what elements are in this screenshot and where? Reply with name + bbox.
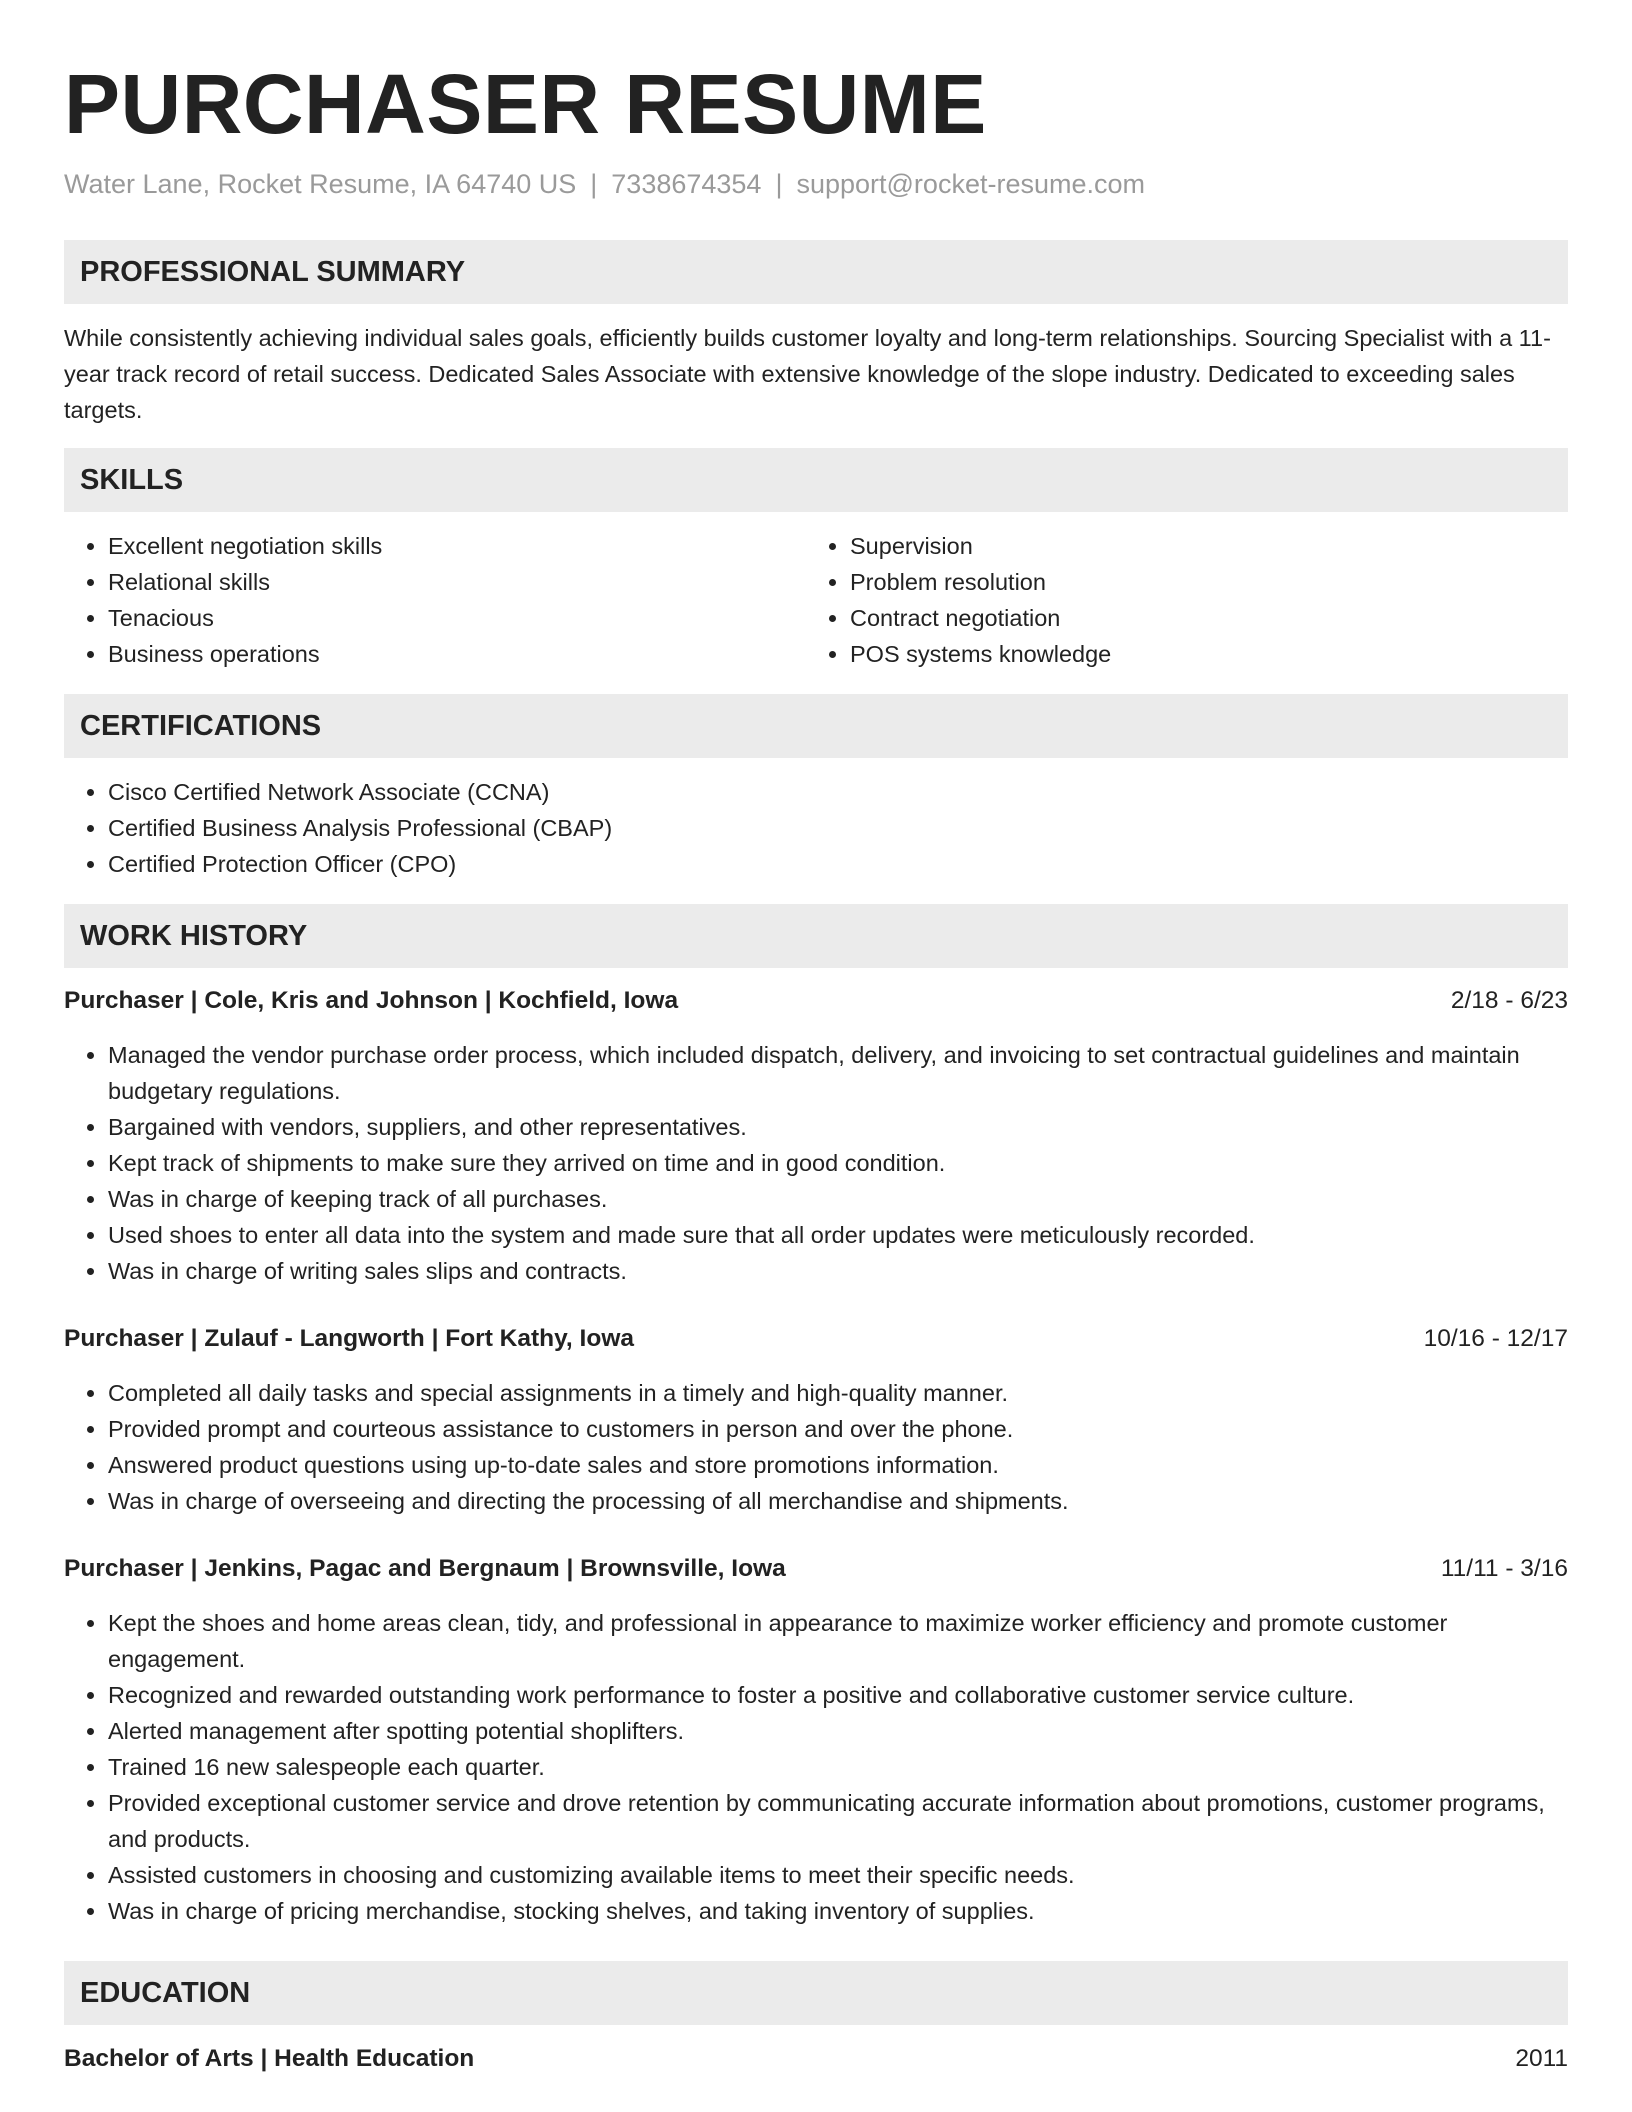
skill-item: • Tenacious — [108, 600, 806, 636]
section-header-work-history: WORK HISTORY — [64, 904, 1568, 968]
skills-grid — [64, 528, 1568, 672]
job-bullet: • Kept track of shipments to make sure they arrived on time and in good condition. — [108, 1145, 1568, 1181]
job-bullet: • Was in charge of keeping track of all purchases. — [108, 1181, 1568, 1217]
summary-text: While consistently achieving individual sales goals, efficiently builds customer loyalty and long-term relationships. Sourcing Specialist with a 11-year track record of retail success. Dedicated Sales Associate with extensive knowledge of the slope industry. Dedicated to exceeding sales targets. — [64, 325, 1551, 423]
job-bullet: • Answered product questions using up-to-date sales and store promotions information. — [108, 1447, 1568, 1483]
job-dates: 11/11 - 3/16 — [1440, 1555, 1568, 1582]
job-bullet: • Provided exceptional customer service and drove retention by communicating accurate information about promotions, customer programs, and products. — [108, 1785, 1568, 1857]
job-bullet: • Was in charge of pricing merchandise, stocking shelves, and taking inventory of supplies. — [108, 1893, 1568, 1929]
resume-page — [64, 0, 1568, 2077]
section-header-skills: SKILLS — [64, 448, 1568, 512]
skill-item: • Excellent negotiation skills — [108, 528, 806, 564]
skill-item: • Business operations — [108, 636, 806, 672]
job-bullets — [64, 1605, 1568, 1929]
skills-list-left — [64, 528, 806, 672]
job-bullet: • Recognized and rewarded outstanding work performance to foster a positive and collaborative customer service culture. — [108, 1677, 1568, 1713]
job-entry — [64, 1321, 1568, 1519]
section-header-education: EDUCATION — [64, 1961, 1568, 2025]
job-bullet: • Was in charge of writing sales slips and contracts. — [108, 1253, 1568, 1289]
job-bullets — [64, 1375, 1568, 1519]
section-header-summary: PROFESSIONAL SUMMARY — [64, 240, 1568, 304]
skill-item: • Supervision — [850, 528, 1548, 564]
certification-item: • Certified Business Analysis Professional (CBAP) — [108, 810, 1568, 846]
job-dates: 2/18 - 6/23 — [1450, 987, 1568, 1014]
job-entry — [64, 983, 1568, 1289]
certifications-list — [64, 774, 1568, 882]
certification-item: • Cisco Certified Network Associate (CCNA) — [108, 774, 1568, 810]
skill-item: • Contract negotiation — [850, 600, 1548, 636]
job-bullet: • Alerted management after spotting potential shoplifters. — [108, 1713, 1568, 1749]
job-bullet: • Managed the vendor purchase order process, which included dispatch, delivery, and invoicing to set contractual guidelines and maintain budgetary regulations. — [108, 1037, 1568, 1109]
job-bullet: • Trained 16 new salespeople each quarter. — [108, 1749, 1568, 1785]
job-dates: 10/16 - 12/17 — [1423, 1325, 1568, 1352]
job-title: Purchaser | Cole, Kris and Johnson | Kochfield, Iowa — [64, 987, 679, 1014]
skills-list-right — [806, 528, 1548, 672]
contact-email: support@rocket-resume.com — [796, 169, 1145, 199]
job-bullet: • Provided prompt and courteous assistance to customers in person and over the phone. — [108, 1411, 1568, 1447]
job-bullet: • Assisted customers in choosing and customizing available items to meet their specific needs. — [108, 1857, 1568, 1893]
certification-item: • Certified Protection Officer (CPO) — [108, 846, 1568, 882]
job-bullet: • Kept the shoes and home areas clean, tidy, and professional in appearance to maximize worker efficiency and promote customer engagement. — [108, 1605, 1568, 1677]
skill-item: • Problem resolution — [850, 564, 1548, 600]
skills-column-right — [806, 528, 1548, 672]
job-header — [64, 1551, 1568, 1587]
skill-item: • POS systems knowledge — [850, 636, 1548, 672]
contact-separator: | — [775, 169, 783, 199]
education-year: 2011 — [1515, 2045, 1568, 2072]
contact-separator: | — [590, 169, 598, 199]
job-entry — [64, 1551, 1568, 1929]
education-degree: Bachelor of Arts | Health Education — [64, 2045, 475, 2072]
resume-title: PURCHASER RESUME — [64, 57, 987, 151]
education-entry — [64, 2041, 1568, 2077]
contact-phone: 7338674354 — [611, 169, 762, 199]
job-bullet: • Completed all daily tasks and special assignments in a timely and high-quality manner. — [108, 1375, 1568, 1411]
job-title: Purchaser | Zulauf - Langworth | Fort Kathy, Iowa — [64, 1325, 634, 1352]
job-bullets — [64, 1037, 1568, 1289]
job-bullet: • Was in charge of overseeing and directing the processing of all merchandise and shipments. — [108, 1483, 1568, 1519]
contact-line — [64, 166, 1568, 202]
job-bullet: • Bargained with vendors, suppliers, and other representatives. — [108, 1109, 1568, 1145]
job-bullet: • Used shoes to enter all data into the system and made sure that all order updates were meticulously recorded. — [108, 1217, 1568, 1253]
skill-item: • Relational skills — [108, 564, 806, 600]
skills-column-left — [64, 528, 806, 672]
contact-address: Water Lane, Rocket Resume, IA 64740 US — [64, 169, 577, 199]
section-header-certifications: CERTIFICATIONS — [64, 694, 1568, 758]
job-title: Purchaser | Jenkins, Pagac and Bergnaum | Brownsville, Iowa — [64, 1555, 786, 1582]
job-header — [64, 983, 1568, 1019]
job-header — [64, 1321, 1568, 1357]
